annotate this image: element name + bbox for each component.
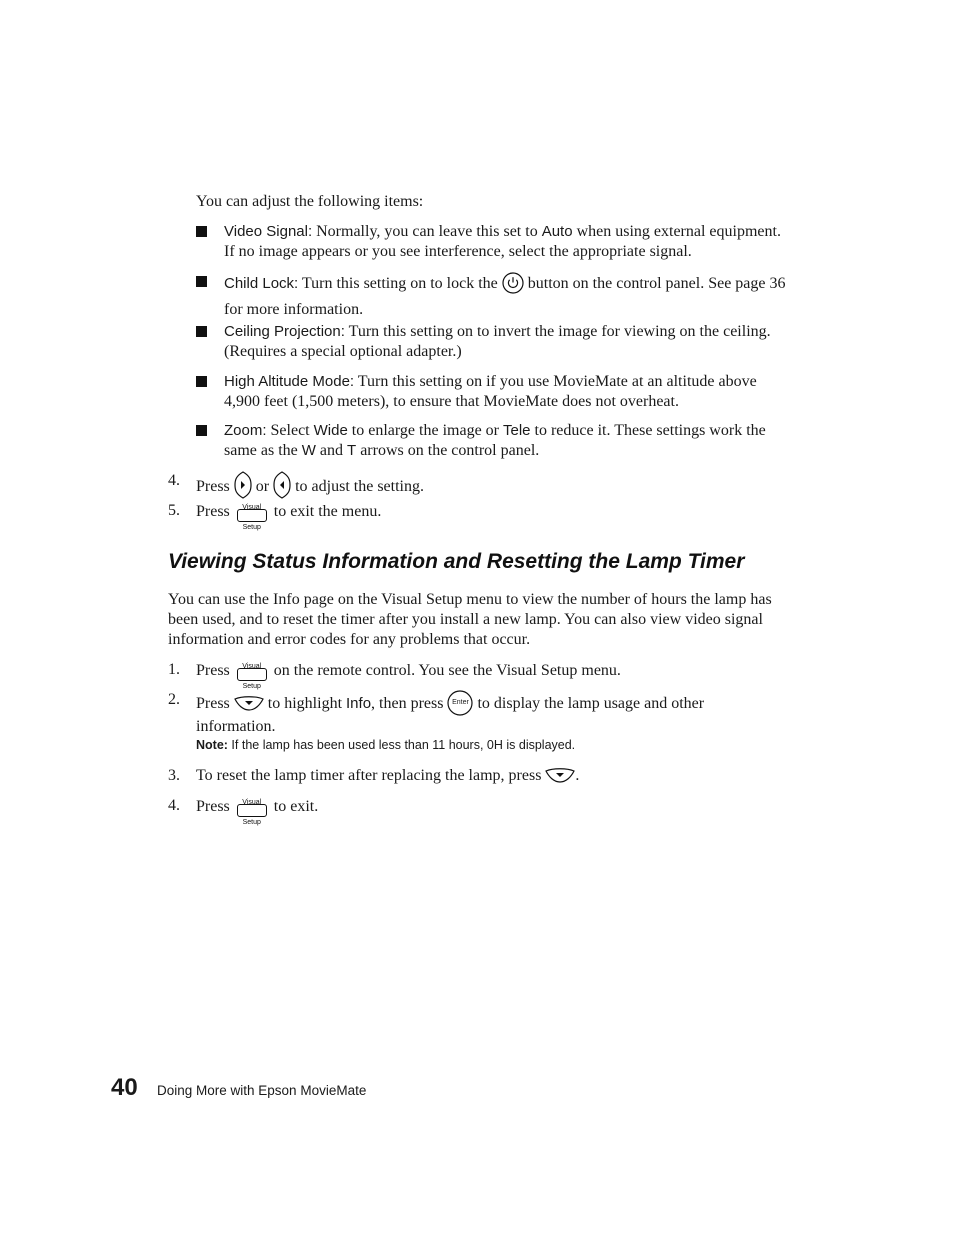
step-or: or	[255, 478, 270, 495]
step-text	[196, 766, 796, 789]
step-press: Press	[196, 503, 230, 520]
item-label: High Altitude Mode:	[224, 373, 355, 390]
list-item	[224, 322, 794, 362]
bullet-marker	[196, 226, 207, 237]
footer-title: Doing More with Epson MovieMate	[157, 1083, 367, 1098]
item-text: Turn this setting on to invert the image for viewing on the ceiling. (Requires a special optional adapter.)	[224, 323, 771, 360]
menu-term: Wide	[313, 422, 348, 439]
item-text: to enlarge the image or	[347, 422, 503, 439]
step-rest: to exit.	[273, 798, 319, 815]
down-arrow-button-icon	[545, 767, 575, 789]
item-text: Turn this setting on if you use MovieMate at an altitude above 4,900 feet (1,500 meters), to ensure that MovieMate does not overheat.	[224, 373, 757, 410]
item-text: Normally, you can leave this set to	[312, 223, 542, 240]
bullet-marker	[196, 376, 207, 387]
item-text: when using external equipment. If no image appears or you see interference, select the appropriate signal.	[224, 223, 781, 260]
menu-term: Tele	[503, 422, 531, 439]
note	[196, 738, 575, 752]
visual-setup-button-icon	[236, 796, 268, 826]
list-item	[224, 421, 794, 461]
step-number: 2.	[168, 691, 180, 708]
bullet-marker	[196, 276, 207, 287]
list-item	[224, 372, 794, 412]
bullet-marker	[196, 326, 207, 337]
enter-button-icon	[447, 690, 473, 716]
item-text: Select	[266, 422, 314, 439]
power-icon	[502, 272, 524, 300]
step-text	[196, 796, 796, 826]
menu-term: T	[347, 442, 357, 459]
step-press: Press	[196, 798, 230, 815]
menu-term: Auto	[541, 223, 573, 240]
item-label: Ceiling Projection:	[224, 323, 345, 340]
step-end: .	[575, 767, 580, 784]
visual-setup-label: Visual Setup	[242, 504, 262, 531]
visual-setup-label: Visual Setup	[242, 799, 262, 826]
menu-term: Info	[346, 695, 372, 712]
step-number: 4.	[168, 797, 180, 814]
item-text: arrows on the control panel.	[356, 442, 540, 459]
step-rest: to display the lamp usage and other information.	[196, 695, 705, 735]
item-label: Child Lock:	[224, 275, 299, 292]
item-text: and	[315, 442, 348, 459]
step-number: 3.	[168, 767, 180, 784]
visual-setup-button-icon	[236, 501, 268, 531]
visual-setup-label: Visual Setup	[242, 663, 262, 690]
item-text: button on the control panel. See page 36 for more information.	[224, 275, 786, 318]
note-text: If the lamp has been used less than 11 hours, 0H is displayed.	[227, 738, 576, 752]
item-label: Zoom:	[224, 422, 267, 439]
step-rest: to adjust the setting.	[295, 478, 424, 495]
menu-term: W	[301, 442, 316, 459]
left-arrow-button-icon	[273, 471, 291, 505]
enter-label: Enter	[452, 699, 469, 706]
step-text	[196, 660, 796, 690]
note-label: Note:	[196, 738, 228, 752]
step-rest: on the remote control. You see the Visual Setup menu.	[273, 662, 621, 679]
item-text: Turn this setting on to lock the	[298, 275, 502, 292]
visual-setup-button-icon	[236, 660, 268, 690]
step-press: Press	[196, 478, 230, 495]
bullet-marker	[196, 425, 207, 436]
step-rest: to exit the menu.	[273, 503, 382, 520]
step-number: 4.	[168, 472, 180, 489]
down-arrow-button-icon	[234, 695, 264, 717]
list-item	[224, 272, 794, 320]
step-number: 5.	[168, 502, 180, 519]
step-mid: to highlight	[267, 695, 343, 712]
item-label: Video Signal:	[224, 223, 313, 240]
intro-text: You can adjust the following items:	[196, 193, 424, 210]
section-paragraph: You can use the Info page on the Visual Setup menu to view the number of hours the lamp has been used, and to reset the timer after you install a new lamp. You can also view video signal information and error codes for any problems that occur.	[168, 591, 772, 648]
list-item	[224, 222, 794, 262]
item-text: to reduce it. These settings work the same as the	[224, 422, 766, 459]
step-text	[196, 471, 796, 505]
step-text-content: To reset the lamp timer after replacing the lamp, press	[196, 767, 542, 784]
step-text	[196, 501, 796, 531]
section-heading: Viewing Status Information and Resetting the Lamp Timer	[168, 550, 745, 573]
step-press: Press	[196, 695, 230, 712]
step-text	[196, 690, 756, 737]
step-press: Press	[196, 662, 230, 679]
step-mid: , then press	[371, 695, 444, 712]
step-number: 1.	[168, 661, 180, 678]
page-number: 40	[111, 1074, 138, 1101]
